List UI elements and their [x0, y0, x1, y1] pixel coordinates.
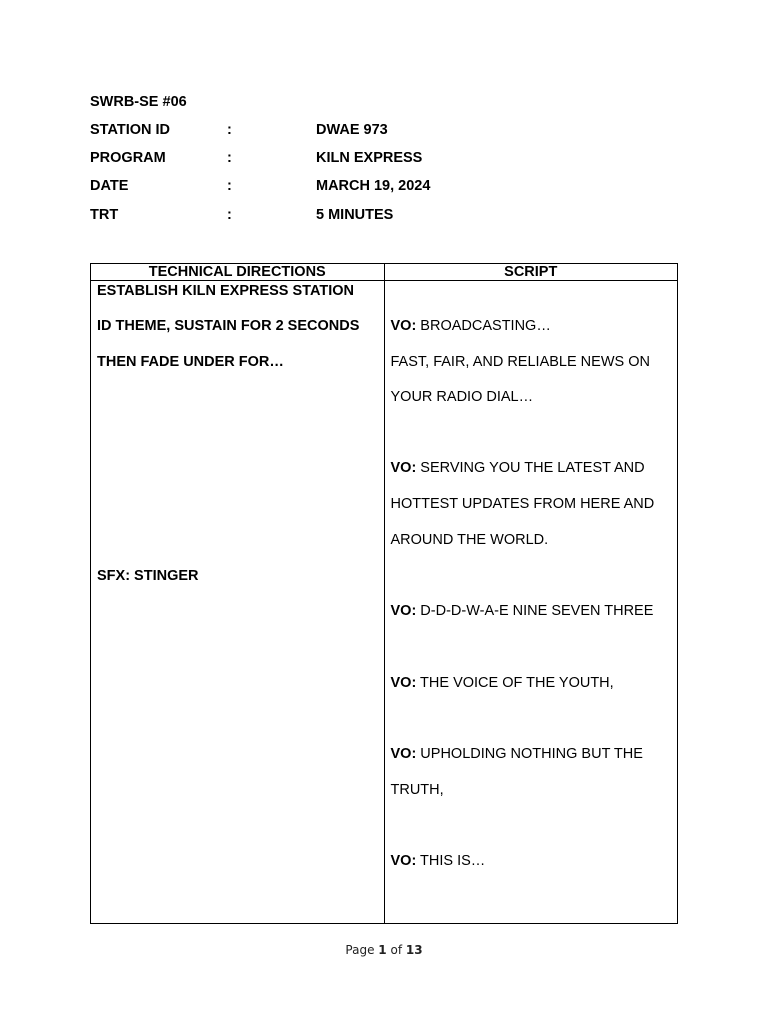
technical-direction-line: THEN FADE UNDER FOR…: [97, 354, 284, 370]
script-table: [90, 263, 678, 924]
vo-tag: VO:: [390, 675, 417, 691]
technical-directions-cell: [91, 281, 385, 924]
technical-direction-line: ID THEME, SUSTAIN FOR 2 SECONDS: [97, 318, 360, 334]
column-header-script: SCRIPT: [384, 264, 678, 281]
script-text: TRUTH,: [390, 782, 444, 798]
meta-label: STATION ID: [90, 122, 171, 138]
meta-colon: :: [227, 206, 232, 223]
meta-value: MARCH 19, 2024: [316, 178, 431, 195]
script-text: D-D-D-W-A-E NINE SEVEN THREE: [416, 603, 654, 619]
script-text: SERVING YOU THE LATEST AND: [416, 460, 645, 476]
meta-value: DWAE 973: [316, 122, 388, 138]
script-text: UPHOLDING NOTHING BUT THE: [416, 746, 643, 762]
meta-label: TRT: [90, 206, 119, 223]
vo-tag: VO:: [390, 746, 417, 762]
script-cell: [384, 281, 678, 924]
script-line: [391, 781, 444, 799]
script-line: [391, 459, 645, 477]
script-text: THIS IS…: [416, 853, 486, 869]
vo-tag: VO:: [390, 603, 417, 619]
meta-row-trt: [90, 205, 430, 233]
script-text: FAST, FAIR, AND RELIABLE NEWS ON: [390, 354, 650, 370]
meta-value: KILN EXPRESS: [316, 150, 423, 167]
script-line: [391, 531, 549, 549]
script-line: [391, 745, 643, 763]
column-header-technical-directions: TECHNICAL DIRECTIONS: [91, 264, 385, 281]
script-line: [391, 852, 486, 870]
meta-label: PROGRAM: [90, 150, 166, 167]
script-line: [391, 674, 614, 692]
document-code: SWRB-SE #06: [90, 94, 187, 110]
meta-label: DATE: [90, 178, 129, 195]
meta-colon: :: [227, 150, 232, 167]
technical-direction-line: ESTABLISH KILN EXPRESS STATION: [97, 283, 354, 299]
vo-tag: VO:: [390, 460, 417, 476]
meta-row-program: [90, 148, 430, 176]
vo-tag: VO:: [390, 853, 417, 869]
technical-direction-line: SFX: STINGER: [97, 568, 199, 584]
script-line: [391, 388, 534, 406]
meta-colon: :: [227, 178, 232, 195]
vo-tag: VO:: [390, 318, 417, 334]
total-pages: 13: [405, 943, 423, 957]
script-text: BROADCASTING…: [416, 318, 551, 334]
script-line: [391, 317, 551, 335]
meta-colon: :: [227, 122, 232, 138]
of-word: of: [390, 943, 403, 957]
page-word: Page: [345, 943, 375, 957]
script-text: HOTTEST UPDATES FROM HERE AND: [390, 496, 655, 512]
script-line: [391, 495, 655, 513]
script-text: YOUR RADIO DIAL…: [390, 389, 534, 405]
meta-value: 5 MINUTES: [316, 206, 394, 223]
meta-row-station-id: [90, 120, 430, 148]
page-number: 1: [378, 943, 387, 957]
script-line: [391, 353, 650, 371]
table-header-row: [91, 264, 678, 281]
script-line: [391, 602, 654, 620]
script-text: AROUND THE WORLD.: [390, 532, 549, 548]
table-body-row: [91, 281, 678, 924]
meta-row-date: [90, 176, 430, 204]
script-header: [90, 92, 430, 233]
script-text: THE VOICE OF THE YOUTH,: [416, 675, 614, 691]
page-footer: [0, 943, 768, 957]
